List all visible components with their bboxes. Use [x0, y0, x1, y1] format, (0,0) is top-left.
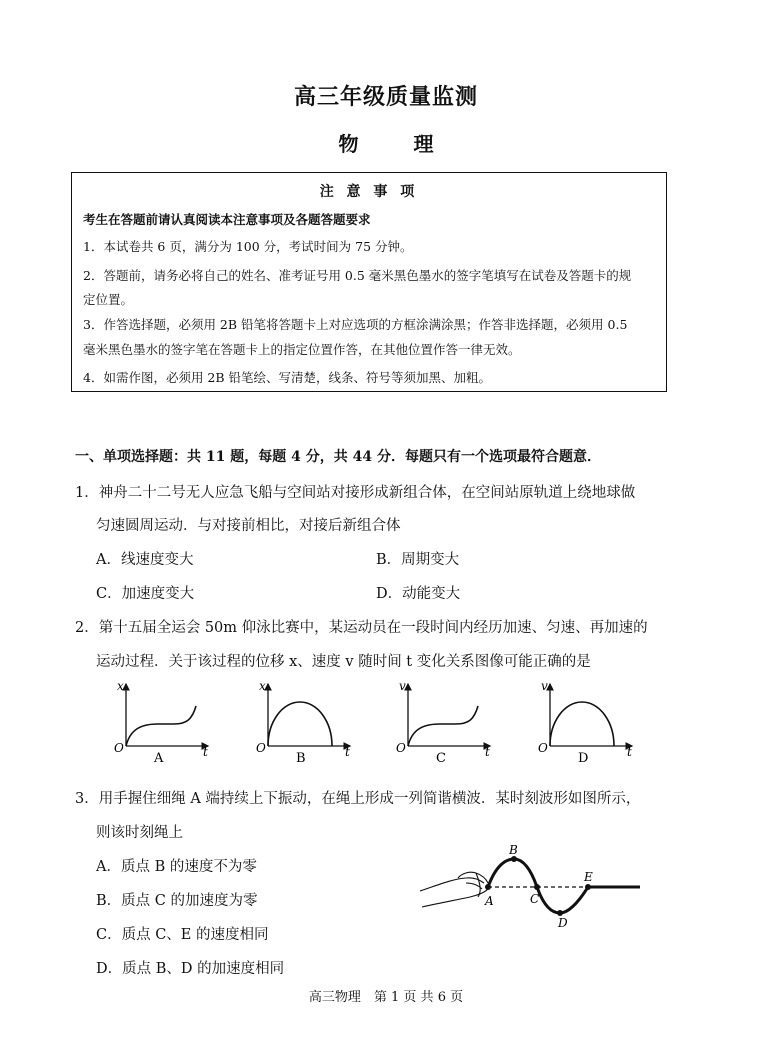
notice-line: 3．作答选择题，必须用 2B 铅笔将答题卡上对应选项的方框涂满涂黑；作答非选择题，必须用 0.5: [83, 317, 628, 332]
q1-option-d: D．动能变大: [376, 586, 461, 602]
subject-title: 物 理: [338, 132, 458, 156]
q3-option-d: D．质点 B、D 的加速度相同: [96, 961, 285, 977]
origin-label: O: [396, 741, 406, 755]
q3-option-b: B．质点 C 的加速度为零: [96, 893, 258, 909]
graph-caption: B: [296, 751, 306, 766]
notice-line: 定位置。: [83, 292, 134, 307]
notice-line: 1．本试卷共 6 页，满分为 100 分，考试时间为 75 分钟。: [83, 239, 413, 254]
q2-graph-b: [250, 678, 360, 768]
point-e: [585, 884, 591, 890]
notice-line: 2．答题前，请务必将自己的姓名、准考证号用 0.5 毫米黑色墨水的签字笔填写在试卷及答题卡的规: [83, 268, 632, 283]
label-e: E: [584, 870, 593, 884]
q3-stem-line1: 3．用手握住细绳 A 端持续上下振动，在绳上形成一列简谐横波．某时刻波形如图所示，: [75, 791, 641, 807]
x-axis-label: t: [627, 745, 632, 759]
y-axis-label: v: [541, 679, 548, 693]
x-axis-label: t: [203, 745, 208, 759]
curve: [268, 702, 332, 746]
notice-line: 4．如需作图，必须用 2B 铅笔绘、写清楚，线条、符号等须加黑、加粗。: [83, 370, 492, 385]
x-axis-label: t: [485, 745, 490, 759]
q3-option-c: C．质点 C、E 的速度相同: [96, 927, 269, 943]
q1-option-b: B．周期变大: [376, 552, 460, 568]
origin-label: O: [256, 741, 266, 755]
q1-option-c: C．加速度变大: [96, 586, 195, 602]
q2-graph-a: [108, 678, 218, 768]
graph-caption: D: [578, 751, 589, 766]
q1-stem-line2: 匀速圆周运动．与对接前相比，对接后新组合体: [96, 518, 401, 534]
x-axis-label: t: [345, 745, 350, 759]
q3-option-a: A．质点 B 的速度不为零: [96, 859, 257, 875]
graph-caption: A: [154, 751, 164, 766]
y-axis-label: x: [259, 679, 266, 693]
q2-graph-c: [390, 678, 500, 768]
curve: [550, 702, 614, 746]
notice-box: [71, 172, 667, 392]
notice-intro: 考生在答题前请认真阅读本注意事项及各题答题要求: [83, 212, 371, 227]
point-a: [485, 884, 491, 890]
origin-label: O: [538, 741, 548, 755]
q2-stem-line1: 2．第十五届全运会 50m 仰泳比赛中，某运动员在一段时间内经历加速、匀速、再加速的: [75, 620, 648, 636]
y-axis-label: x: [117, 679, 124, 693]
q1-option-a: A．线速度变大: [96, 552, 194, 568]
q3-stem-line2: 则该时刻绳上: [96, 825, 183, 841]
q2-graph-d: [532, 678, 642, 768]
hand-icon: [420, 872, 488, 907]
label-d: D: [558, 916, 568, 930]
y-axis-label: v: [399, 679, 406, 693]
exam-title: 高三年级质量监测: [293, 84, 478, 110]
curve: [408, 706, 478, 746]
curve: [126, 706, 196, 746]
origin-label: O: [114, 741, 124, 755]
section-heading: 一、单项选择题：共 11 题，每题 4 分，共 44 分．每题只有一个选项最符合题意．: [75, 449, 601, 465]
notice-heading: 注 意 事 项: [319, 184, 419, 200]
graph-caption: C: [436, 751, 446, 766]
page-footer: 高三物理 第 1 页 共 6 页: [308, 990, 464, 1005]
point-c: [534, 884, 540, 890]
label-c: C: [530, 892, 540, 906]
q2-stem-line2: 运动过程．关于该过程的位移 x、速度 v 随时间 t 变化关系图像可能正确的是: [96, 654, 591, 670]
label-a: A: [485, 894, 494, 908]
q1-stem-line1: 1．神舟二十二号无人应急飞船与空间站对接形成新组合体，在空间站原轨道上绕地球做: [75, 485, 636, 501]
notice-line: 毫米黑色墨水的签字笔在答题卡上的指定位置作答，在其他位置作答一律无效。: [83, 342, 521, 357]
q3-wave-figure: [418, 845, 648, 930]
label-b: B: [509, 845, 518, 857]
